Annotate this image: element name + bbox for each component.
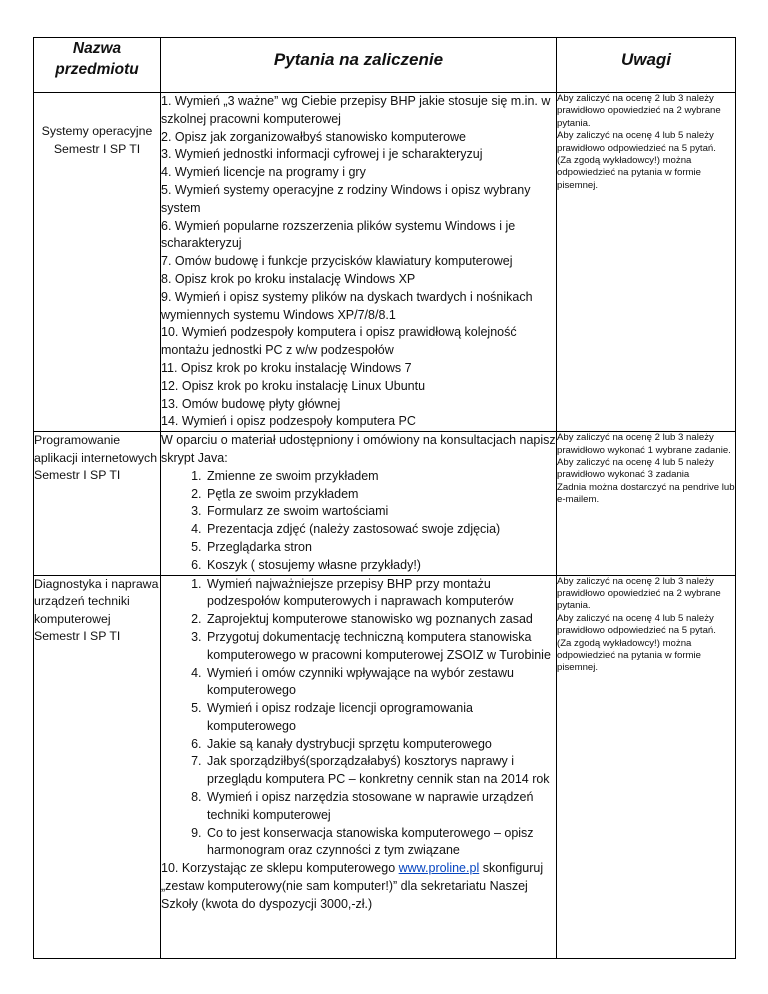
question-list	[161, 576, 556, 861]
task-list	[161, 468, 556, 575]
list-item: 6. Koszyk ( stosujemy własne przykłady!)	[205, 557, 556, 575]
header-row	[34, 38, 736, 93]
list-item: 6. Jakie są kanały dystrybucji sprzętu komputerowego	[205, 736, 556, 754]
question-item: 9. Wymień i opisz systemy plików na dyskach twardych i nośnikach wymiennych systemu Windows XP/7/8/8.1	[161, 289, 533, 322]
list-item: 2. Pętla ze swoim przykładem	[205, 486, 556, 504]
note-text: Aby zaliczyć na ocenę 4 lub 5 należy prawidłowo odpowiedzieć na 5 pytań.	[557, 130, 716, 154]
question-item: 14. Wymień i opisz podzespoły komputera PC	[161, 414, 416, 429]
header-notes: Uwagi	[557, 38, 736, 93]
subject-cell	[34, 93, 161, 432]
question-item: 11. Opisz krok po kroku instalację Windows 7	[161, 360, 412, 375]
note-text: (Za zgodą wykładowcy!) można odpowiedzieć na pytania w formie pisemnej.	[557, 637, 701, 674]
question-item: 13. Omów budowę płyty głównej	[161, 396, 341, 411]
list-item: 7. Jak sporządziłbyś(sporządzałabyś) kosztorys naprawy i przeglądu komputera PC – konkretny cennik stan na 2014 rok	[205, 753, 556, 789]
list-item: 3. Przygotuj dokumentację techniczną komputera stanowiska komputerowego w pracowni komputerowej ZSOIZ w Turobinie	[205, 629, 556, 665]
subject-semester: Semestr I SP TI	[53, 141, 141, 156]
notes-cell	[557, 93, 736, 432]
question-item: 8. Opisz krok po kroku instalację Windows XP	[161, 271, 416, 286]
question-item: 2. Opisz jak zorganizowałbyś stanowisko komputerowe	[161, 129, 466, 144]
subject-semester: Semestr I SP TI	[34, 468, 121, 483]
list-item: 8. Wymień i opisz narzędzia stosowane w naprawie urządzeń techniki komputerowej	[205, 789, 556, 825]
list-item: 5. Wymień i opisz rodzaje licencji oprogramowania komputerowego	[205, 700, 556, 736]
subject-name: Systemy operacyjne	[41, 124, 153, 138]
note-text: Aby zaliczyć na ocenę 4 lub 5 należy prawidłowo wykonać 3 zadania	[557, 456, 714, 481]
tail-before: 10. Korzystając ze sklepu komputerowego	[161, 861, 399, 876]
table-row	[34, 575, 736, 958]
note-text: Aby zaliczyć na ocenę 2 lub 3 należy prawidłowo wykonać 1 wybrane zadanie.	[557, 432, 731, 456]
list-item: 5. Przeglądarka stron	[205, 539, 556, 557]
question-item: 3. Wymień jednostki informacji cyfrowej i je scharakteryzuj	[161, 147, 483, 162]
note-text: Aby zaliczyć na ocenę 2 lub 3 należy prawidłowo opowiedzieć na 2 wybrane pytania.	[557, 575, 721, 612]
question-item: 5. Wymień systemy operacyjne z rodziny Windows i opisz wybrany system	[161, 182, 531, 215]
proline-link[interactable]: www.proline.pl	[398, 861, 480, 876]
notes-cell	[557, 575, 736, 958]
questions-cell	[161, 575, 557, 958]
list-item: 1. Zmienne ze swoim przykładem	[205, 468, 556, 486]
subject-semester: Semestr I SP TI	[34, 629, 121, 644]
list-item: 3. Formularz ze swoim wartościami	[205, 503, 556, 521]
list-item: 9. Co to jest konserwacja stanowiska komputerowego – opisz harmonogram oraz czynności z tym związane	[205, 825, 556, 861]
subjects-table	[33, 37, 736, 959]
table-row	[34, 432, 736, 575]
header-subject: Nazwa przedmiotu	[34, 38, 161, 93]
question-item: 10. Wymień podzespoły komputera i opisz prawidłową kolejność montażu jednostki PC z w/w podzespołów	[161, 325, 517, 358]
questions-cell	[161, 93, 557, 432]
tail-after: skonfiguruj „zestaw komputerowy(nie sam komputer!)” dla sekretariatu Naszej Szkoły (kwota do dyspozycji 3000,-zł.)	[161, 861, 544, 911]
question-item: 12. Opisz krok po kroku instalację Linux Ubuntu	[161, 378, 426, 393]
list-item: 2. Zaprojektuj komputerowe stanowisko wg poznanych zasad	[205, 611, 556, 629]
question-item: 4. Wymień licencje na programy i gry	[161, 165, 366, 180]
question-item-10	[161, 860, 556, 913]
question-item: 6. Wymień popularne rozszerzenia plików systemu Windows i je scharakteryzuj	[161, 218, 516, 251]
list-item: 4. Wymień i omów czynniki wpływające na wybór zestawu komputerowego	[205, 665, 556, 701]
subject-cell	[34, 432, 161, 575]
question-item: 7. Omów budowę i funkcje przycisków klawiatury komputerowej	[161, 254, 513, 269]
subject-cell	[34, 575, 161, 958]
subject-name: Programowanie aplikacji internetowych	[34, 433, 158, 465]
note-text: (Za zgodą wykładowcy!) można odpowiedzieć na pytania w formie pisemnej.	[557, 155, 701, 191]
question-item: 1. Wymień „3 ważne” wg Ciebie przepisy BHP jakie stosuje się m.in. w szkolnej pracowni komputerowej	[161, 94, 551, 126]
questions-cell	[161, 432, 557, 575]
notes-cell	[557, 432, 736, 575]
note-text: Aby zaliczyć na ocenę 2 lub 3 należy prawidłowo opowiedzieć na 2 wybrane pytania.	[557, 93, 721, 129]
task-intro: W oparciu o materiał udostępniony i omówiony na konsultacjach napisz skrypt Java:	[161, 433, 556, 465]
note-text: Aby zaliczyć na ocenę 4 lub 5 należy prawidłowo odpowiedzieć na 5 pytań.	[557, 612, 716, 637]
header-questions: Pytania na zaliczenie	[161, 38, 557, 93]
list-item: 4. Prezentacja zdjęć (należy zastosować swoje zdjęcia)	[205, 521, 556, 539]
note-text: Zadnia można dostarczyć na pendrive lub e-mailem.	[557, 481, 735, 506]
list-item: 1. Wymień najważniejsze przepisy BHP przy montażu podzespołów komputerowych i naprawach komputerów	[205, 576, 556, 612]
table-row	[34, 93, 736, 432]
subject-name: Diagnostyka i naprawa urządzeń techniki komputerowej	[34, 576, 159, 626]
